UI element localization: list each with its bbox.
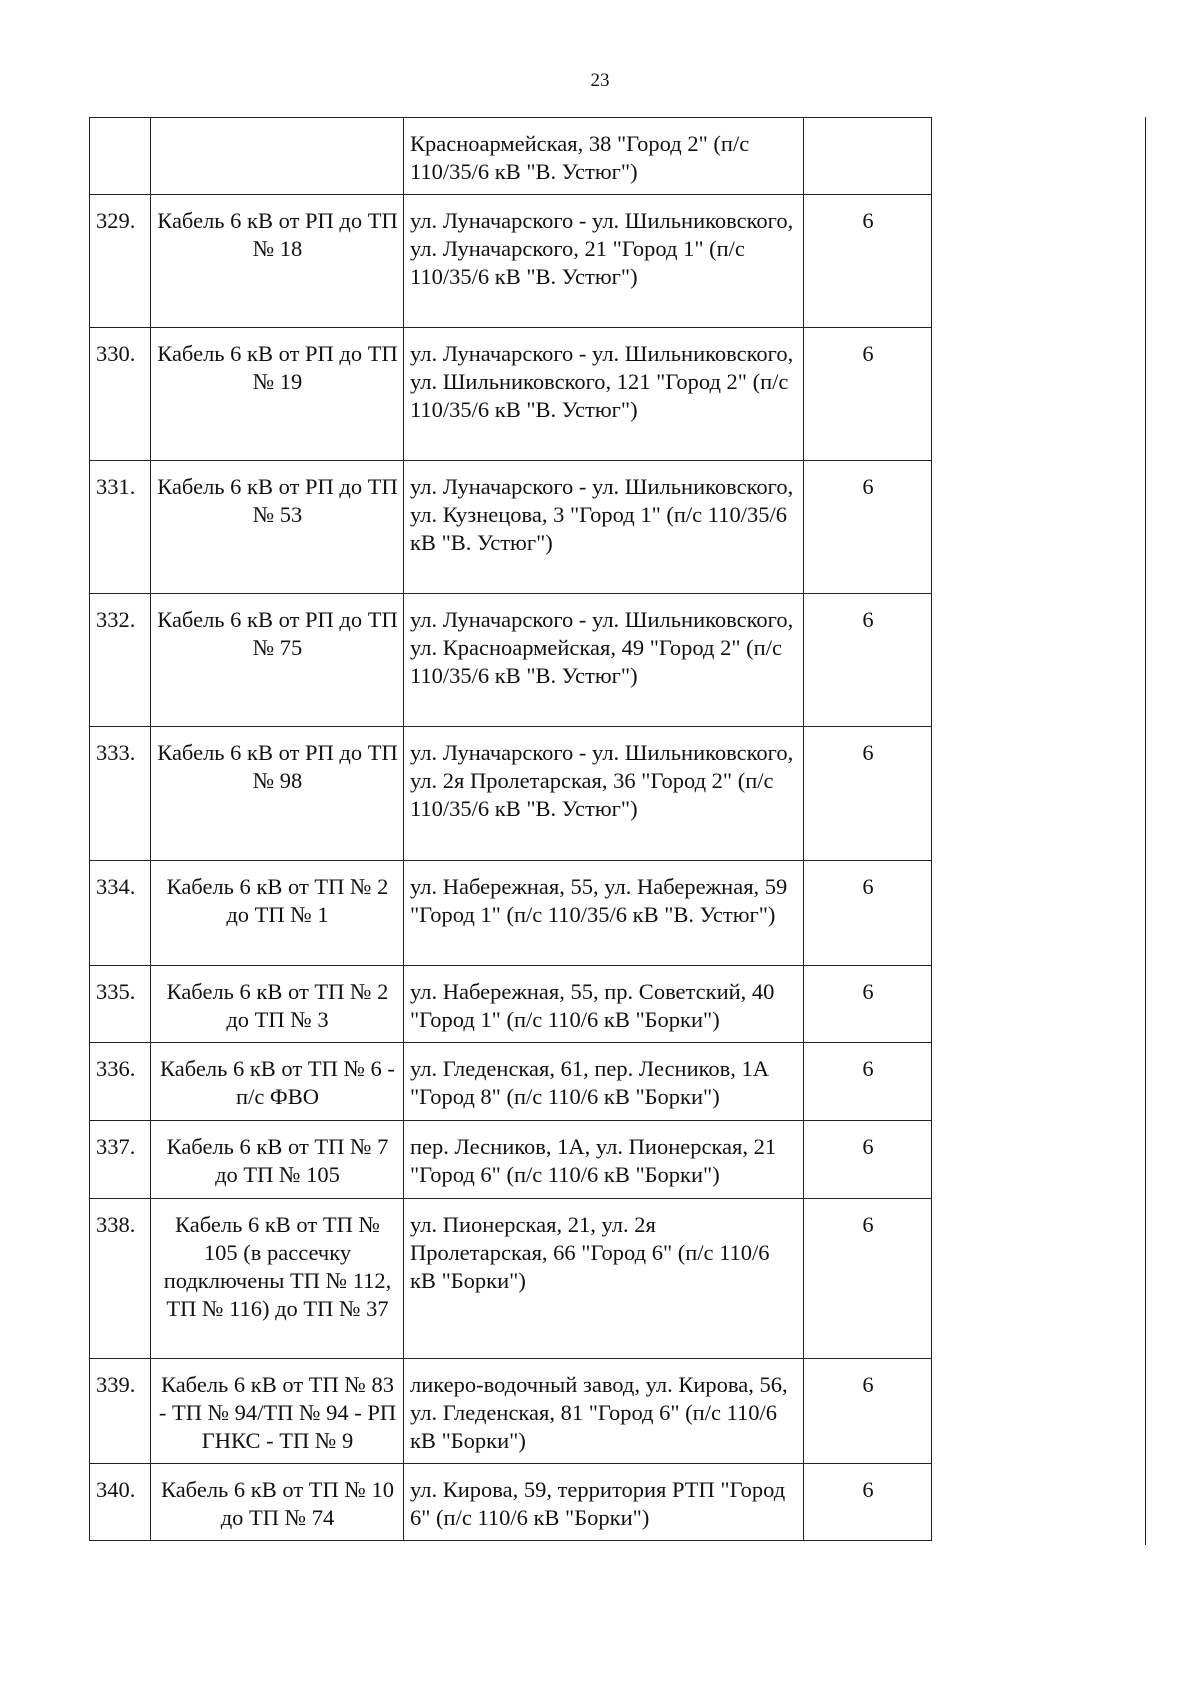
cable-name: Кабель 6 кВ от РП до ТП № 98 bbox=[151, 727, 404, 861]
cable-route: Красноармейская, 38 "Город 2" (п/с 110/35/6 кВ "В. Устюг") bbox=[404, 118, 804, 195]
cable-route: ул. Набережная, 55, пр. Советский, 40 "Город 1" (п/с 110/6 кВ "Борки") bbox=[404, 966, 804, 1043]
row-number: 332. bbox=[90, 594, 151, 727]
table-row bbox=[90, 461, 932, 594]
cable-route: ликеро-водочный завод, ул. Кирова, 56, ул. Гледенская, 81 "Город 6" (п/с 110/6 кВ "Борки") bbox=[404, 1359, 804, 1464]
row-number: 338. bbox=[90, 1199, 151, 1359]
row-number bbox=[90, 118, 151, 195]
cable-lines-table bbox=[89, 117, 932, 1541]
row-number: 329. bbox=[90, 195, 151, 328]
cable-route: ул. Гледенская, 61, пер. Лесников, 1А "Город 8" (п/с 110/6 кВ "Борки") bbox=[404, 1043, 804, 1121]
row-number: 336. bbox=[90, 1043, 151, 1121]
cable-name: Кабель 6 кВ от РП до ТП № 53 bbox=[151, 461, 404, 594]
table-row bbox=[90, 594, 932, 727]
cable-route: ул. Луначарского - ул. Шильниковского, ул. 2я Пролетарская, 36 "Город 2" (п/с 110/35/6 кВ "В. Устюг") bbox=[404, 727, 804, 861]
table-row bbox=[90, 118, 932, 195]
cable-name: Кабель 6 кВ от РП до ТП № 18 bbox=[151, 195, 404, 328]
row-number: 339. bbox=[90, 1359, 151, 1464]
page-number: 23 bbox=[590, 70, 610, 91]
cable-route: ул. Луначарского - ул. Шильниковского, ул. Шильниковского, 121 "Город 2" (п/с 110/35/6 кВ "В. Устюг") bbox=[404, 328, 804, 461]
cable-name: Кабель 6 кВ от ТП № 7 до ТП № 105 bbox=[151, 1121, 404, 1199]
table-row bbox=[90, 727, 932, 861]
voltage-kv: 6 bbox=[804, 727, 932, 861]
voltage-kv: 6 bbox=[804, 195, 932, 328]
cable-name: Кабель 6 кВ от ТП № 2 до ТП № 3 bbox=[151, 966, 404, 1043]
voltage-kv: 6 bbox=[804, 861, 932, 966]
row-number: 335. bbox=[90, 966, 151, 1043]
cable-route: ул. Кирова, 59, территория РТП "Город 6" (п/с 110/6 кВ "Борки") bbox=[404, 1464, 804, 1541]
voltage-kv: 6 bbox=[804, 1359, 932, 1464]
cable-name: Кабель 6 кВ от РП до ТП № 75 bbox=[151, 594, 404, 727]
cable-route: ул. Набережная, 55, ул. Набережная, 59 "Город 1" (п/с 110/35/6 кВ "В. Устюг") bbox=[404, 861, 804, 966]
row-number: 337. bbox=[90, 1121, 151, 1199]
table-row bbox=[90, 1043, 932, 1121]
cable-name: Кабель 6 кВ от ТП № 83 - ТП № 94/ТП № 94 - РП ГНКС - ТП № 9 bbox=[151, 1359, 404, 1464]
cable-route: ул. Луначарского - ул. Шильниковского, ул. Кузнецова, 3 "Город 1" (п/с 110/35/6 кВ "В. Устюг") bbox=[404, 461, 804, 594]
table-row bbox=[90, 966, 932, 1043]
voltage-kv bbox=[804, 118, 932, 195]
table-row bbox=[90, 195, 932, 328]
voltage-kv: 6 bbox=[804, 1199, 932, 1359]
row-number: 334. bbox=[90, 861, 151, 966]
cable-name: Кабель 6 кВ от ТП № 10 до ТП № 74 bbox=[151, 1464, 404, 1541]
voltage-kv: 6 bbox=[804, 1464, 932, 1541]
voltage-kv: 6 bbox=[804, 1043, 932, 1121]
voltage-kv: 6 bbox=[804, 461, 932, 594]
voltage-kv: 6 bbox=[804, 328, 932, 461]
row-number: 340. bbox=[90, 1464, 151, 1541]
table-row bbox=[90, 1199, 932, 1359]
row-number: 330. bbox=[90, 328, 151, 461]
voltage-kv: 6 bbox=[804, 1121, 932, 1199]
table-row bbox=[90, 1359, 932, 1464]
margin-rule bbox=[1145, 117, 1146, 1545]
table-row bbox=[90, 861, 932, 966]
cable-route: ул. Луначарского - ул. Шильниковского, ул. Красноармейская, 49 "Город 2" (п/с 110/35/6 кВ "В. Устюг") bbox=[404, 594, 804, 727]
cable-name: Кабель 6 кВ от РП до ТП № 19 bbox=[151, 328, 404, 461]
cable-name: Кабель 6 кВ от ТП № 2 до ТП № 1 bbox=[151, 861, 404, 966]
cable-name: Кабель 6 кВ от ТП № 105 (в рассечку подключены ТП № 112, ТП № 116) до ТП № 37 bbox=[151, 1199, 404, 1359]
table-row bbox=[90, 1464, 932, 1541]
row-number: 331. bbox=[90, 461, 151, 594]
cable-name: Кабель 6 кВ от ТП № 6 - п/с ФВО bbox=[151, 1043, 404, 1121]
row-number: 333. bbox=[90, 727, 151, 861]
cable-name bbox=[151, 118, 404, 195]
cable-route: ул. Луначарского - ул. Шильниковского, ул. Луначарского, 21 "Город 1" (п/с 110/35/6 кВ "В. Устюг") bbox=[404, 195, 804, 328]
voltage-kv: 6 bbox=[804, 966, 932, 1043]
table-row bbox=[90, 1121, 932, 1199]
cable-route: ул. Пионерская, 21, ул. 2я Пролетарская, 66 "Город 6" (п/с 110/6 кВ "Борки") bbox=[404, 1199, 804, 1359]
table-row bbox=[90, 328, 932, 461]
cable-route: пер. Лесников, 1А, ул. Пионерская, 21 "Город 6" (п/с 110/6 кВ "Борки") bbox=[404, 1121, 804, 1199]
voltage-kv: 6 bbox=[804, 594, 932, 727]
